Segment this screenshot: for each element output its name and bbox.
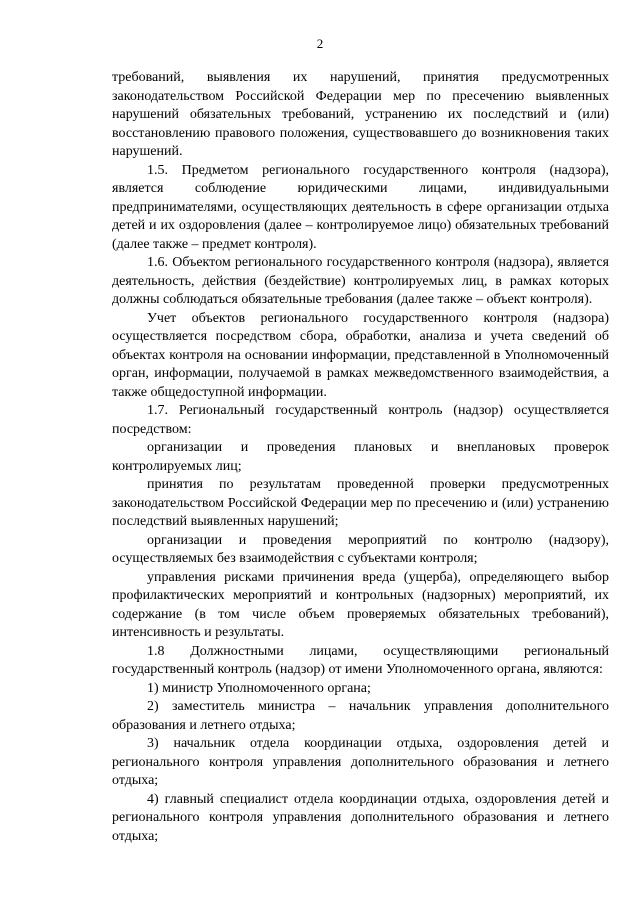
list-item-risk-management: управления рисками причинения вреда (ущерба), определяющего выбор профилактических мероприятий и контрольных (надзорных) мероприятий, их содержание (в том числе объем проверяемых обязательных требований), интенсивность и результаты. — [112, 569, 609, 640]
official-item-2: 2) заместитель министра – начальник управления дополнительного образования и летнего отдыха; — [112, 699, 609, 733]
official-item-4: 4) главный специалист отдела координации отдыха, оздоровления детей и регионального контроля управления дополнительного образования и летнего отдыха; — [112, 791, 609, 844]
document-body — [112, 69, 609, 846]
official-item-3: 3) начальник отдела координации отдыха, оздоровления детей и регионального контроля управления дополнительного образования и летнего отдыха; — [112, 736, 609, 788]
paragraph-1-5-subject: 1.5. Предметом регионального государственного контроля (надзора), является соблюдение юридическими лицами, индивидуальными предпринимателями, осуществляющих деятельность в сфере организации отдыха детей и их оздоровления (далее – контролируемое лицо) обязательных требований (далее также – предмет контроля). — [112, 162, 609, 252]
official-item-1: 1) министр Уполномоченного органа; — [147, 680, 371, 696]
paragraph-1-7-means: 1.7. Региональный государственный контроль (надзор) осуществляется посредством: — [112, 403, 609, 437]
list-item-measures: принятия по результатам проведенной проверки предусмотренных законодательством Российской Федерации мер по пресечению и (или) устранению последствий выявленных нарушений; — [112, 477, 609, 529]
paragraph-objects-accounting: Учет объектов регионального государственного контроля (надзора) осуществляется посредством сбора, обработки, анализа и учета сведений об объектах контроля на основании информации, представленной в Уполномоченный орган, информации, получаемой в рамках межведомственного взаимодействия, а также общедоступной информации. — [112, 310, 609, 400]
paragraph-1-6-object: 1.6. Объектом регионального государственного контроля (надзора), является деятельность, действия (бездействие) контролируемых лиц, в рамках которых должны соблюдаться обязательные требования (далее также – объект контроля). — [112, 255, 609, 307]
page-number: 2 — [316, 36, 324, 51]
list-item-inspections: организации и проведения плановых и внеплановых проверок контролируемых лиц; — [112, 440, 609, 474]
paragraph-1-8-officials: 1.8 Должностными лицами, осуществляющими региональный государственный контроль (надзор) от имени Уполномоченного органа, являются: — [112, 643, 609, 677]
paragraph-continuation: требований, выявления их нарушений, принятия предусмотренных законодательством Российской Федерации мер по пресечению выявленных нарушений обязательных требований, устранению их последствий и (или) восстановлению правового положения, существовавшего до возникновения таких нарушений. — [112, 70, 609, 159]
list-item-control-events: организации и проведения мероприятий по контролю (надзору), осуществляемых без взаимодействия с субъектами контроля; — [112, 532, 609, 566]
